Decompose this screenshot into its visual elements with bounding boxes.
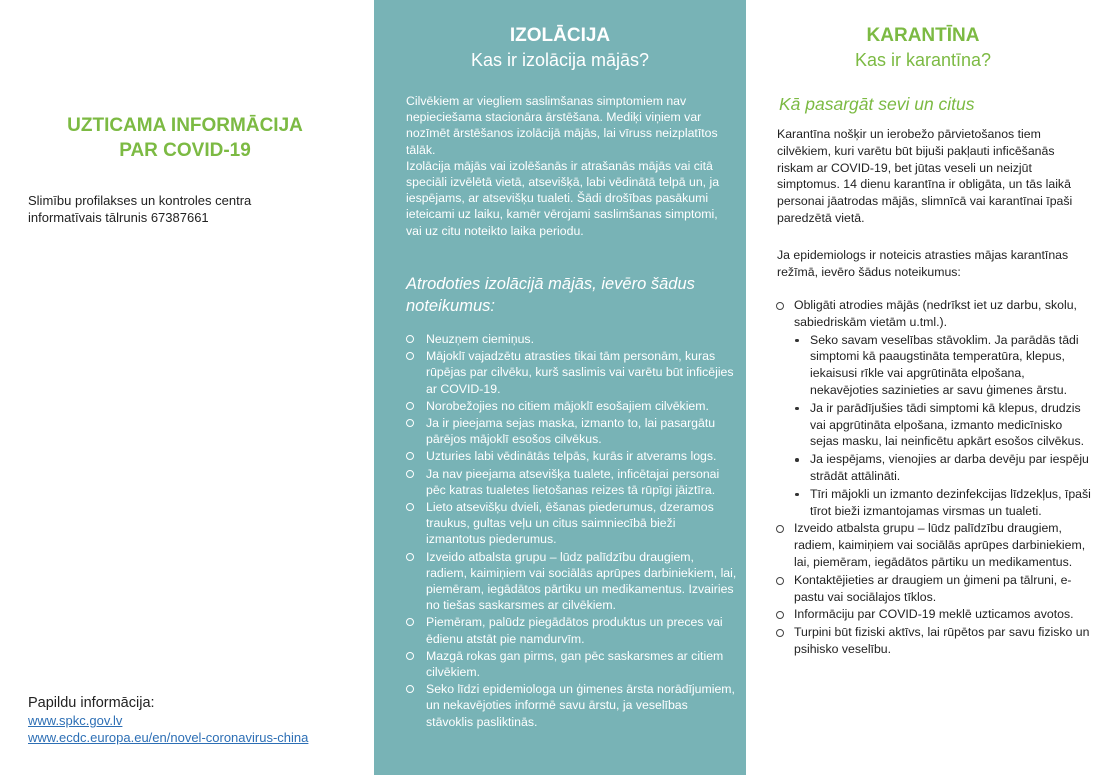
list-item [774, 606, 1094, 623]
list-item-text: Izveido atbalsta grupu – lūdz palīdzību draugiem, radiem, kaimiņiem vai sociālās aprūpes darbiniekiem, lai, piemēram, iegādātos pārtiku un medikamentus. [794, 521, 1086, 569]
paragraph: Izolācija mājās vai izolēšanās ir atrašanās mājās vai citā speciāli izvēlētā vietā, atsevišķā, labi vēdinātā telpā un, ja iespējams, ar atsevišķu tualeti. Šādi drošības pasākumi ieteicami uz laiku, kamēr vērojami saslimšanas simptomi, vai uz citu noteikto laika periodu. [406, 158, 720, 238]
quarantine-panel [746, 0, 1100, 775]
list-item [404, 614, 738, 646]
paragraph: Cilvēkiem ar viegliem saslimšanas simptomiem nav nepieciešama stacionāra ārstēšana. Mediķi viņiem var nozīmēt ārstēšanos izolācijā mājās, lai vīruss neizplatītos tālāk. [406, 94, 718, 157]
hotline-line: informatīvais tālrunis 67387661 [28, 210, 209, 225]
list-item [404, 681, 738, 730]
list-item-text: Neuzņem ciemiņus. [426, 332, 534, 346]
list-item [404, 415, 738, 447]
list-item-text: Piemēram, palūdz piegādātos produktus un preces vai ēdienu atstāt pie namdurvīm. [426, 615, 723, 646]
circle-bullet-icon [406, 553, 414, 561]
circle-bullet-icon [406, 503, 414, 511]
hotline-text [28, 192, 358, 226]
list-item-text: Seko savam veselības stāvoklim. Ja parādās tādi simptomi kā paaugstināta temperatūra, klepus, iekaisusi rīkle vai apgrūtināta elpošana, nekavējoties sazinieties ar savu ģimenes ārstu. [810, 332, 1079, 397]
additional-info [28, 694, 368, 746]
list-item [774, 624, 1094, 658]
circle-bullet-icon [406, 618, 414, 626]
list-item-text: Uzturies labi vēdinātās telpās, kurās ir atverams logs. [426, 449, 717, 464]
ecdc-link[interactable]: www.ecdc.europa.eu/en/novel-coronavirus-china [28, 730, 309, 745]
dot-bullet-icon [795, 493, 799, 497]
sub-list-item [794, 400, 1094, 450]
sub-list-item [794, 332, 1094, 399]
circle-bullet-icon [776, 629, 784, 637]
left-panel [0, 0, 374, 775]
isolation-rules-heading: Atrodoties izolācijā mājās, ievēro šādus noteikumus: [406, 275, 695, 315]
list-item-text: Ja ir parādījušies tādi simptomi kā klepus, drudzis vai apgrūtināta elpošana, izmanto medicīnisko sejas masku, lai neinficētu apkārt esošos cilvēkus. [810, 400, 1085, 449]
list-item-text: Mājoklī vajadzētu atrasties tikai tām personām, kuras rūpējas par cilvēku, kurš saslimis vai varētu būt inficējies ar COVID-19. [426, 349, 734, 396]
list-item-text: Lieto atsevišķu dvieli, ēšanas piederumus, dzeramos traukus, gultas veļu un citus saimniecībā bieži izmantotus piederumus. [426, 500, 714, 547]
circle-bullet-icon [776, 525, 784, 533]
list-item [774, 297, 1094, 519]
list-item-text: Izveido atbalsta grupu – lūdz palīdzību draugiem, radiem, kaimiņiem vai sociālās aprūpes darbiniekiem, lai, piemēram, iegādātos pārtiku un medikamentus. Izvairies no tiešas saskarsmes ar cilvēkiem. [426, 549, 737, 613]
list-item [404, 648, 738, 680]
spkc-link[interactable]: www.spkc.gov.lv [28, 713, 123, 728]
circle-bullet-icon [776, 577, 784, 585]
list-item-text: Ja ir pieejama sejas maska, izmanto to, lai pasargātu pārējos mājoklī esošos cilvēkus. [426, 416, 716, 447]
isolation-header [374, 24, 746, 72]
quarantine-rules-intro: Ja epidemiologs ir noteicis atrasties mājas karantīnas režīmā, ievēro šādus noteikumus: [777, 248, 1069, 279]
hotline-line: Slimību profilakses un kontroles centra [28, 193, 252, 208]
list-item-text: Mazgā rokas gan pirms, gan pēc saskarsmes ar citiem cilvēkiem. [426, 648, 724, 680]
isolation-subtitle: Kas ir izolācija mājās? [470, 50, 650, 70]
dot-bullet-icon [795, 339, 799, 343]
isolation-intro [406, 93, 726, 239]
additional-info-label: Papildu informācija: [28, 695, 155, 711]
sub-list-item [794, 486, 1094, 520]
circle-bullet-icon [406, 402, 414, 410]
circle-bullet-icon [406, 470, 414, 478]
quarantine-rules-list [774, 297, 1094, 659]
list-item-text: Tīri mājokli un izmanto dezinfekcijas līdzekļus, īpaši tīrot bieži izmantojamas virsmas un tualeti. [810, 486, 1091, 518]
list-item [404, 448, 738, 464]
isolation-panel [374, 0, 746, 775]
list-item [774, 520, 1094, 570]
list-item-text: Informāciju par COVID-19 meklē uzticamos avotos. [794, 607, 1074, 622]
quarantine-sub-list [794, 332, 1094, 520]
list-item [404, 348, 738, 397]
list-item [774, 572, 1094, 606]
sub-list-item [794, 451, 1094, 485]
list-item [404, 499, 738, 548]
dot-bullet-icon [795, 458, 799, 462]
list-item-text: Obligāti atrodies mājās (nedrīkst iet uz darbu, skolu, sabiedriskām vietām u.tml.). [794, 298, 1077, 329]
circle-bullet-icon [406, 335, 414, 343]
circle-bullet-icon [406, 452, 414, 460]
isolation-title: IZOLĀCIJA [509, 25, 611, 46]
circle-bullet-icon [406, 419, 414, 427]
quarantine-header [746, 24, 1100, 72]
list-item [404, 398, 738, 414]
list-item-text: Norobežojies no citiem mājoklī esošajiem cilvēkiem. [426, 398, 709, 413]
trusted-info-title [60, 113, 310, 163]
circle-bullet-icon [776, 611, 784, 619]
list-item-text: Ja nav pieejama atsevišķa tualete, inficētajai personai pēc katras tualetes lietošanas reizes tā rūpīgi jāiztīra. [426, 466, 720, 497]
list-item-text: Seko līdzi epidemiologa un ģimenes ārsta norādījumiem, un nekavējoties informē savu ārstu, ja veselības stāvoklis pasliktinās. [426, 682, 735, 729]
dot-bullet-icon [795, 407, 799, 411]
circle-bullet-icon [406, 685, 414, 693]
title-line: PAR COVID-19 [119, 140, 251, 161]
list-item [404, 331, 738, 347]
circle-bullet-icon [406, 652, 414, 660]
list-item-text: Turpini būt fiziski aktīvs, lai rūpētos par savu fizisko un psihisko veselību. [794, 625, 1090, 656]
list-item-text: Ja iespējams, vienojies ar darba devēju par iespēju strādāt attālināti. [810, 452, 1089, 483]
circle-bullet-icon [776, 302, 784, 310]
quarantine-subtitle: Kas ir karantīna? [854, 50, 992, 70]
title-line: UZTICAMA INFORMĀCIJA [67, 115, 303, 136]
list-item [404, 466, 738, 498]
protect-heading: Kā pasargāt sevi un citus [779, 94, 975, 114]
quarantine-description: Karantīna nošķir un ierobežo pārvietošanos tiem cilvēkiem, kuri varētu būt bijuši pakļauti inficēšanās riskam ar COVID-19, bet jūtas veseli un neizjūt simptomus. 14 dienu karantīna ir obligāta, un tās laikā personai jāatrodas mājās, slimnīcā vai karantīnai īpaši paredzētā vietā. [777, 127, 1073, 225]
list-item-text: Kontaktējieties ar draugiem un ģimeni pa tālruni, e-pastu vai sociālajos tīklos. [794, 572, 1072, 604]
list-item [404, 549, 738, 614]
isolation-rules-list [404, 331, 738, 731]
circle-bullet-icon [406, 352, 414, 360]
quarantine-title: KARANTĪNA [866, 25, 980, 46]
